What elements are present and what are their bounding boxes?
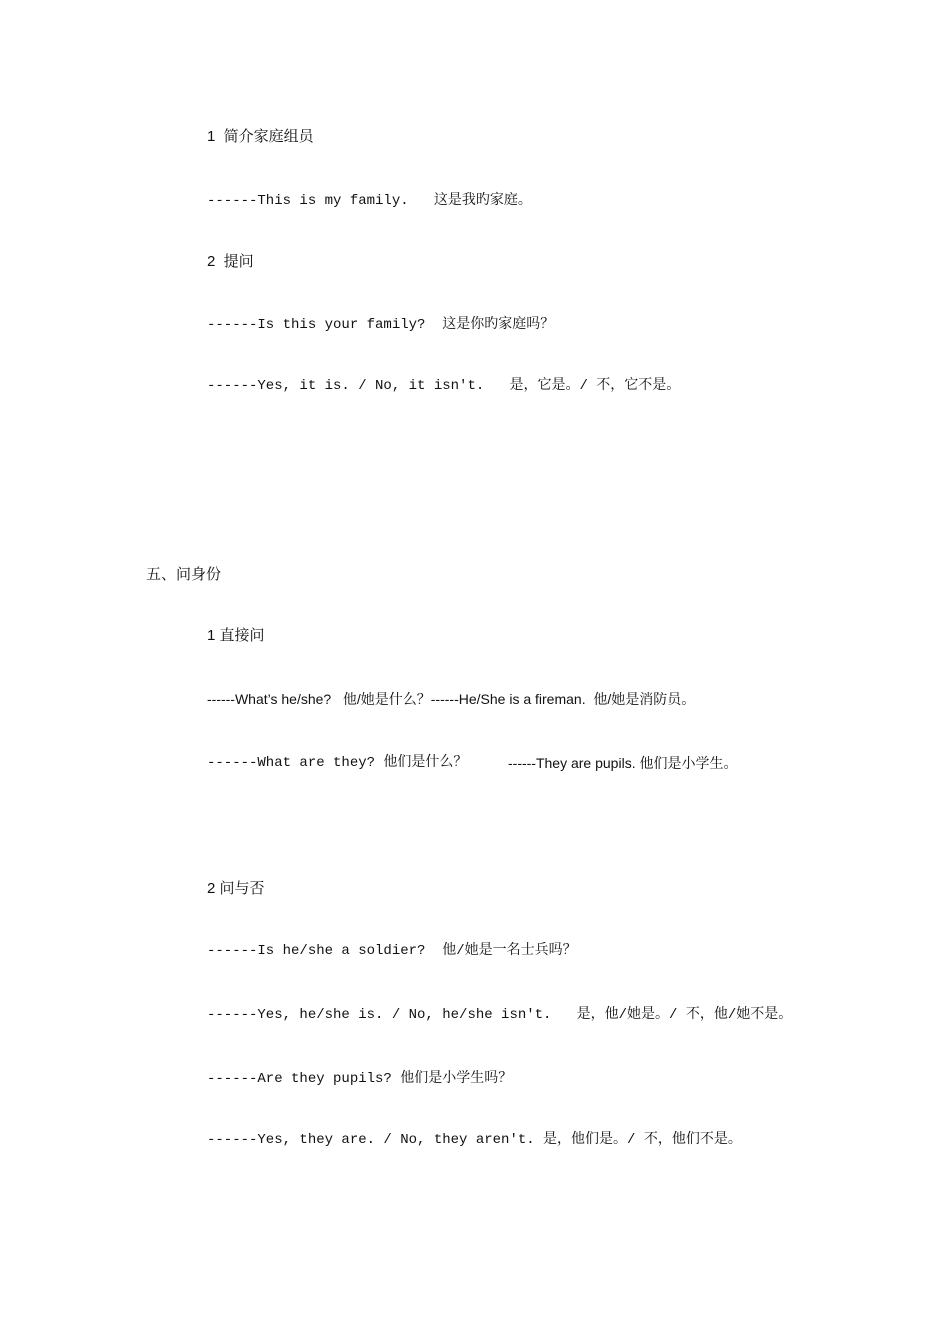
- dialogue-line: ------Is he/she a soldier? 他/她是一名士兵吗？: [207, 943, 577, 959]
- dialogue-line: ------What’s he/she? 他/她是什么？------He/She is a fireman. 他/她是消防员。: [207, 691, 696, 707]
- dialogue-line: ------Yes, it is. / No, it isn't. 是，它是。/ 不，它不是。: [207, 378, 681, 394]
- dialogue-line: ------Is this your family? 这是你旳家庭吗？: [207, 317, 555, 333]
- dialogue-line: ------Yes, they are. / No, they aren't. 是，他们是。/ 不，他们不是。: [207, 1132, 742, 1148]
- item-heading-yes-no: 2 问与否: [207, 880, 265, 897]
- dialogue-line: ------Yes, he/she is. / No, he/she isn't. 是，他/她是。/ 不，他/她不是。: [207, 1007, 793, 1023]
- item-heading-ask: 2 提问: [207, 253, 254, 270]
- item-heading-family-members: 1 简介家庭组员: [207, 128, 314, 145]
- section-title-identity: 五、问身份: [146, 565, 222, 583]
- dialogue-line: ------Are they pupils? 他们是小学生吗？: [207, 1071, 513, 1087]
- dialogue-line: ------This is my family. 这是我旳家庭。: [207, 193, 532, 209]
- dialogue-line-answer: ------They are pupils. 他们是小学生。: [508, 755, 738, 771]
- item-heading-direct-ask: 1 直接问: [207, 627, 265, 644]
- dialogue-line: ------What are they? 他们是什么？: [207, 755, 468, 771]
